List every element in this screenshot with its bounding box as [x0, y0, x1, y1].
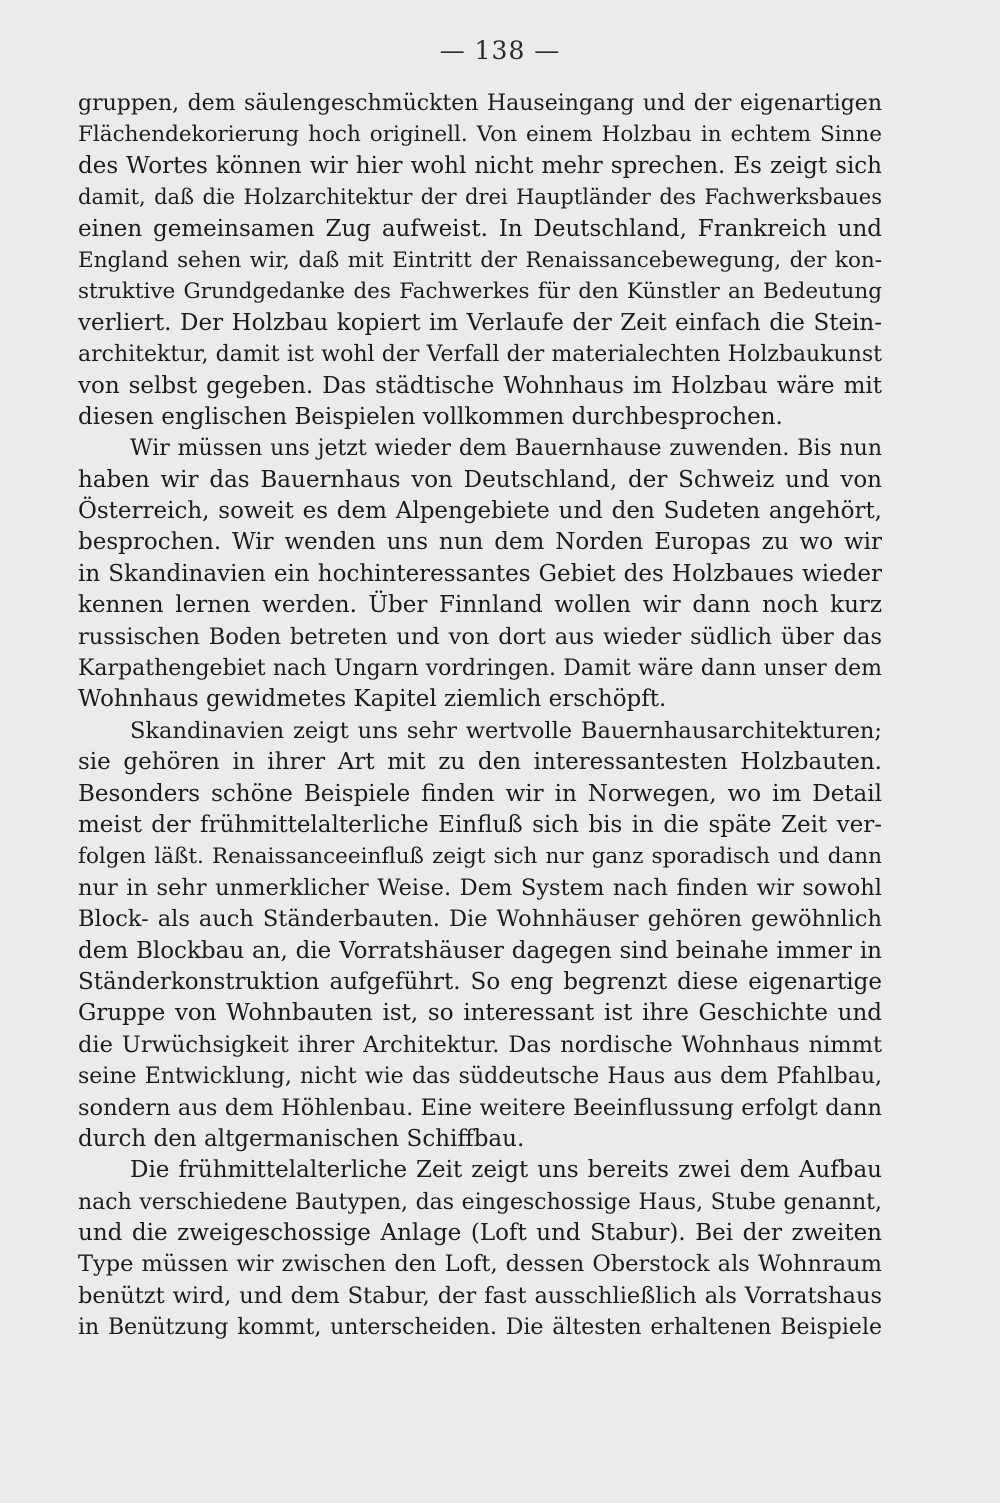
- text-line: Wohnhaus gewidmetes Kapitel ziemlich erschöpft.: [78, 686, 667, 713]
- text-line: kennen lernen werden. Über Finnland wollen wir dann noch kurz: [78, 592, 882, 619]
- text-line: damit, daß die Holzarchitektur der drei Hauptländer des Fachwerksbaues: [78, 185, 882, 210]
- text-line: sie gehören in ihrer Art mit zu den interessantesten Holzbauten.: [78, 749, 882, 776]
- body-text: [78, 88, 882, 1344]
- text-line: gruppen, dem säulengeschmückten Hauseingang und der eigenartigen: [78, 91, 882, 116]
- paragraph-4: [78, 1155, 882, 1343]
- text-line: sondern aus dem Höhlenbau. Eine weitere Beeinflussung erfolgt dann: [78, 1094, 882, 1121]
- text-line: struktive Grundgedanke des Fachwerkes für den Künstler an Bedeutung: [78, 279, 882, 305]
- text-line: Wir müssen uns jetzt wieder dem Bauernhause zuwenden. Bis nun: [130, 436, 882, 462]
- text-line: seine Entwicklung, nicht wie das süddeutsche Haus aus dem Pfahlbau,: [78, 1064, 882, 1090]
- text-line: und die zweigeschossige Anlage (Loft und Stabur). Bei der zweiten: [78, 1220, 882, 1247]
- text-line: russischen Boden betreten und von dort aus wieder südlich über das: [78, 623, 882, 650]
- text-line: dem Blockbau an, die Vorratshäuser dagegen sind beinahe immer in: [78, 937, 882, 964]
- text-line: diesen englischen Beispielen vollkommen durchbesprochen.: [78, 403, 783, 430]
- text-line: Österreich, soweit es dem Alpengebiete und den Sudeten angehört,: [78, 498, 882, 525]
- text-line: folgen läßt. Renaissanceeinfluß zeigt sich nur ganz sporadisch und dann: [78, 844, 882, 870]
- text-line: haben wir das Bauernhaus von Deutschland, der Schweiz und von: [78, 466, 882, 493]
- paragraph-1: [78, 88, 882, 433]
- text-line: durch den altgermanischen Schiffbau.: [78, 1125, 525, 1152]
- text-line: des Wortes können wir hier wohl nicht mehr sprechen. Es zeigt sich: [78, 152, 882, 179]
- text-line: von selbst gegeben. Das städtische Wohnhaus im Holzbau wäre mit: [78, 372, 882, 399]
- text-line: nur in sehr unmerklicher Weise. Dem System nach finden wir sowohl: [78, 874, 882, 901]
- text-line: Type müssen wir zwischen den Loft, dessen Oberstock als Wohnraum: [78, 1251, 882, 1278]
- text-line: einen gemeinsamen Zug aufweist. In Deutschland, Frankreich und: [78, 215, 882, 242]
- text-line: besprochen. Wir wenden uns nun dem Norden Europas zu wo wir: [78, 529, 882, 556]
- text-line: England sehen wir, daß mit Eintritt der Renaissancebewegung, der kon-: [78, 247, 882, 273]
- text-line: Block- als auch Ständerbauten. Die Wohnhäuser gehören gewöhnlich: [78, 906, 882, 933]
- text-line: Gruppe von Wohnbauten ist, so interessant ist ihre Geschichte und: [78, 1000, 882, 1027]
- text-line: in Benützung kommt, unterscheiden. Die ältesten erhaltenen Beispiele: [78, 1315, 882, 1341]
- paragraph-2: [78, 433, 882, 716]
- text-line: Skandinavien zeigt uns sehr wertvolle Bauernhausarchitekturen;: [130, 717, 882, 744]
- page-number: — 138 —: [439, 36, 561, 65]
- paragraph-3: [78, 716, 882, 1155]
- text-line: verliert. Der Holzbau kopiert im Verlaufe der Zeit einfach die Stein-: [78, 309, 882, 336]
- text-line: Ständerkonstruktion aufgeführt. So eng begrenzt diese eigenartige: [78, 968, 882, 995]
- text-line: Besonders schöne Beispiele finden wir in Norwegen, wo im Detail: [78, 780, 882, 807]
- text-line: Die frühmittelalterliche Zeit zeigt uns bereits zwei dem Aufbau: [130, 1157, 882, 1184]
- text-line: Karpathengebiet nach Ungarn vordringen. Damit wäre dann unser dem: [78, 656, 882, 682]
- text-line: meist der frühmittelalterliche Einfluß sich bis in die späte Zeit ver-: [78, 811, 882, 838]
- text-line: benützt wird, und dem Stabur, der fast ausschließlich als Vorratshaus: [78, 1282, 882, 1309]
- text-line: architektur, damit ist wohl der Verfall der materialechten Holzbaukunst: [78, 342, 882, 368]
- text-line: nach verschiedene Bautypen, das eingeschossige Haus, Stube genannt,: [78, 1189, 882, 1215]
- text-line: in Skandinavien ein hochinteressantes Gebiet des Holzbaues wieder: [78, 560, 882, 587]
- text-line: Flächendekorierung hoch originell. Von einem Holzbau in echtem Sinne: [78, 122, 882, 148]
- text-line: die Urwüchsigkeit ihrer Architektur. Das nordische Wohnhaus nimmt: [78, 1031, 882, 1058]
